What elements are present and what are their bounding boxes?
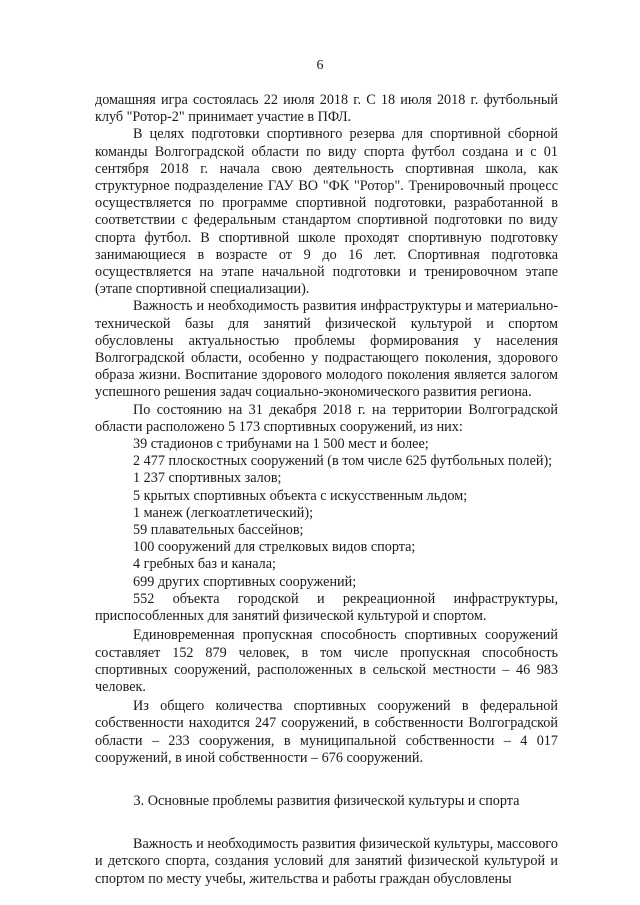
list-item: 552 объекта городской и рекреационной инфраструктуры, приспособленных для занятий физической культурой и спортом. bbox=[95, 590, 558, 625]
paragraph-ownership: Из общего количества спортивных сооружений в федеральной собственности находится 247 сооружений, в собственности Волгоградской области – 233 сооружения, в муниципальной собственности – 4 017 сооружений, в иной собственности – 676 сооружений. bbox=[95, 698, 558, 766]
list-item: 2 477 плоскостных сооружений (в том числе 625 футбольных полей); bbox=[133, 453, 553, 470]
section-heading: 3. Основные проблемы развития физической культуры и спорта bbox=[133, 792, 520, 809]
paragraph-sports-school: В целях подготовки спортивного резерва для спортивной сборной команды Волгоградской области по виду спорта футбол создана и с 01 сентября 2018 г. начала свою деятельность спортивная школа, как структурное подразделение ГАУ ВО "ФК "Ротор". Тренировочный процесс осуществляется по программе спортивной подготовки, разработанной в соответствии с федеральным стандартом спортивной подготовки по виду спорта футбол. В спортивной школе проходят спортивную подготовку занимающиеся в возрасте от 9 до 16 лет. Спортивная подготовка осуществляется на этапе начальной подготовки и тренировочном этапе (этапе спортивной специализации). bbox=[95, 126, 558, 298]
paragraph-facilities-intro: По состоянию на 31 декабря 2018 г. на территории Волгоградской области расположено 5 173 спортивных сооружений, из них: bbox=[95, 401, 558, 435]
list-item: 59 плавательных бассейнов; bbox=[133, 522, 304, 539]
list-item: 4 гребных баз и канала; bbox=[133, 556, 276, 573]
list-item: 1 манеж (легкоатлетический); bbox=[133, 504, 314, 521]
paragraph-capacity: Единовременная пропускная способность спортивных сооружений составляет 152 879 человек, в том числе пропускная способность спортивных сооружений, расположенных в сельской местности – 46 983 человек. bbox=[95, 627, 558, 695]
list-item: 100 сооружений для стрелковых видов спорта; bbox=[133, 539, 416, 556]
list-item: 5 крытых спортивных объекта с искусственным льдом; bbox=[133, 487, 468, 504]
list-item: 699 других спортивных сооружений; bbox=[133, 573, 357, 590]
page-number: 6 bbox=[316, 58, 324, 73]
paragraph-problems: Важность и необходимость развития физической культуры, массового и детского спорта, создания условий для занятий физической культурой и спортом по месту учебы, жительства и работы граждан обусловлены bbox=[95, 836, 558, 887]
document-body bbox=[95, 92, 558, 888]
paragraph-continuation: домашняя игра состоялась 22 июля 2018 г. С 18 июля 2018 г. футбольный клуб "Ротор-2" принимает участие в ПФЛ. bbox=[95, 92, 558, 126]
list-item: 1 237 спортивных залов; bbox=[133, 470, 282, 487]
list-item: 39 стадионов с трибунами на 1 500 мест и более; bbox=[133, 436, 429, 453]
paragraph-infrastructure: Важность и необходимость развития инфраструктуры и материально-технической базы для занятий физической культурой и спортом обусловлены актуальностью проблемы формирования у населения Волгоградской области, особенно у подрастающего поколения, здорового образа жизни. Воспитание здорового молодого поколения является залогом успешного решения задач социально-экономического развития региона. bbox=[95, 298, 558, 401]
